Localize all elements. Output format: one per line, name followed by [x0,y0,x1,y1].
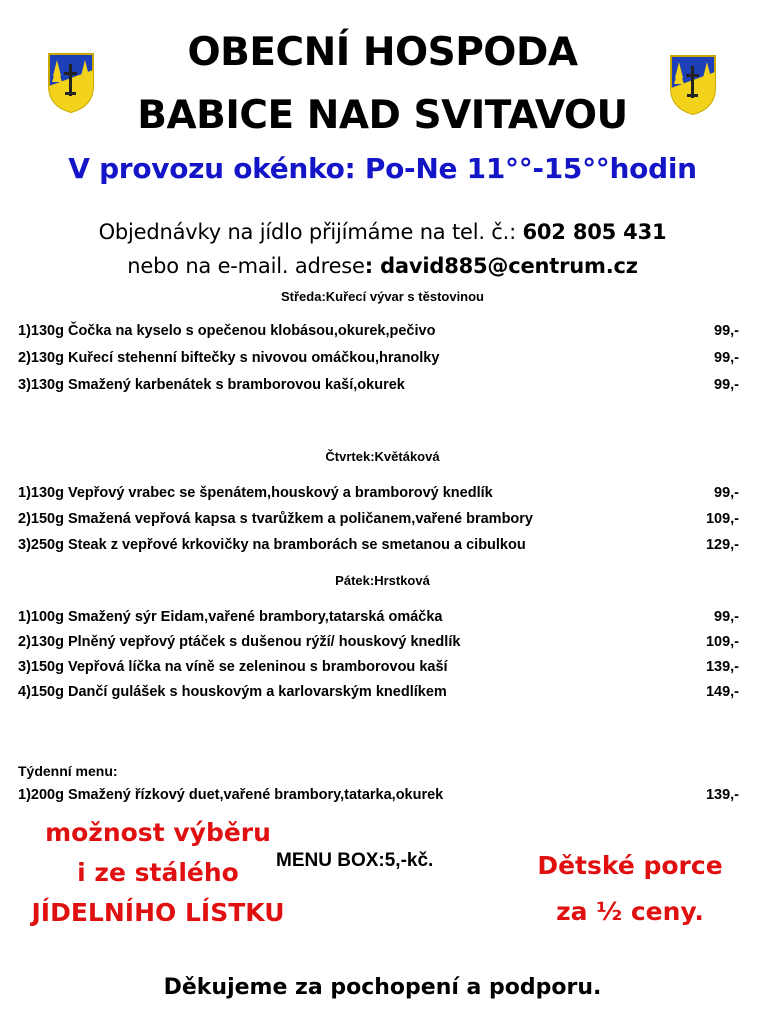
contact-phone-text: Objednávky na jídlo přijímáme na tel. č.: [98,220,523,244]
menu-item-text: 1)130g Čočka na kyselo s opečenou klobásou,okurek,pečivo [18,323,436,339]
menu-item-price: 109,- [705,634,739,650]
contact-phone-line [0,220,765,244]
weekly-menu-heading: Týdenní menu: [18,763,118,779]
menu-item-text: 2)150g Smažená vepřová kapsa s tvarůžkem a poličanem,vařené brambory [18,511,533,527]
menu-item-price: 139,- [705,787,739,803]
menu-item-text: 4)150g Dančí gulášek s houskovým a karlovarským knedlíkem [18,684,447,700]
email-address: : david885@centrum.cz [364,254,638,278]
contact-email-text: nebo na e-mail. adrese [127,254,365,278]
menu-item-price: 99,- [714,485,739,501]
menu-item-text: 3)250g Steak z vepřové krkovičky na bramborách se smetanou a cibulkou [18,537,526,553]
day-heading: Pátek:Hrstková [335,573,430,588]
day-heading: Středa:Kuřecí vývar s těstovinou [280,289,485,304]
menu-item-price: 109,- [705,511,739,527]
choice-note-line: JÍDELNÍHO LÍSTKU [31,898,285,927]
contact-email-line [0,254,765,278]
opening-hours: V provozu okénko: Po-Ne 11°°-15°°hodin [68,152,697,185]
menu-item-text: 3)150g Vepřová líčka na víně se zeleninou s bramborovou kaší [18,659,448,675]
menu-item-price: 139,- [705,659,739,675]
phone-number: 602 805 431 [522,220,667,244]
choice-note-line: možnost výběru [45,818,271,847]
menu-item-price: 99,- [714,323,739,339]
menu-box-price: MENU BOX:5,-kč. [276,850,434,871]
kids-note-line: za ½ ceny. [556,897,704,926]
title-line-2: BABICE NAD SVITAVOU [137,93,628,138]
menu-item-price: 129,- [705,537,739,553]
kids-note-line: Dětské porce [537,851,723,880]
menu-item-price: 99,- [714,609,739,625]
menu-item-text: 2)130g Kuřecí stehenní biftečky s nivovou omáčkou,hranolky [18,350,440,366]
day-heading: Čtvrtek:Květáková [325,449,440,464]
menu-item-text: 3)130g Smažený karbenátek s bramborovou kaší,okurek [18,377,405,393]
menu-item-text: 1)100g Smažený sýr Eidam,vařené brambory,tatarská omáčka [18,609,443,625]
menu-item-text: 1)200g Smažený řízkový duet,vařené brambory,tatarka,okurek [18,787,444,803]
title-line-1: OBECNÍ HOSPODA [187,30,578,75]
menu-item-price: 99,- [714,377,739,393]
menu-item-price: 149,- [705,684,739,700]
choice-note-line: i ze stálého [77,858,239,887]
menu-item-text: 2)130g Plněný vepřový ptáček s dušenou rýží/ houskový knedlík [18,634,461,650]
menu-item-price: 99,- [714,350,739,366]
footer-thanks: Děkujeme za pochopení a podporu. [163,975,602,1000]
choice-note [18,813,298,933]
menu-item-text: 1)130g Vepřový vrabec se špenátem,houskový a bramborový knedlík [18,485,493,501]
kids-portion-note [510,843,750,935]
